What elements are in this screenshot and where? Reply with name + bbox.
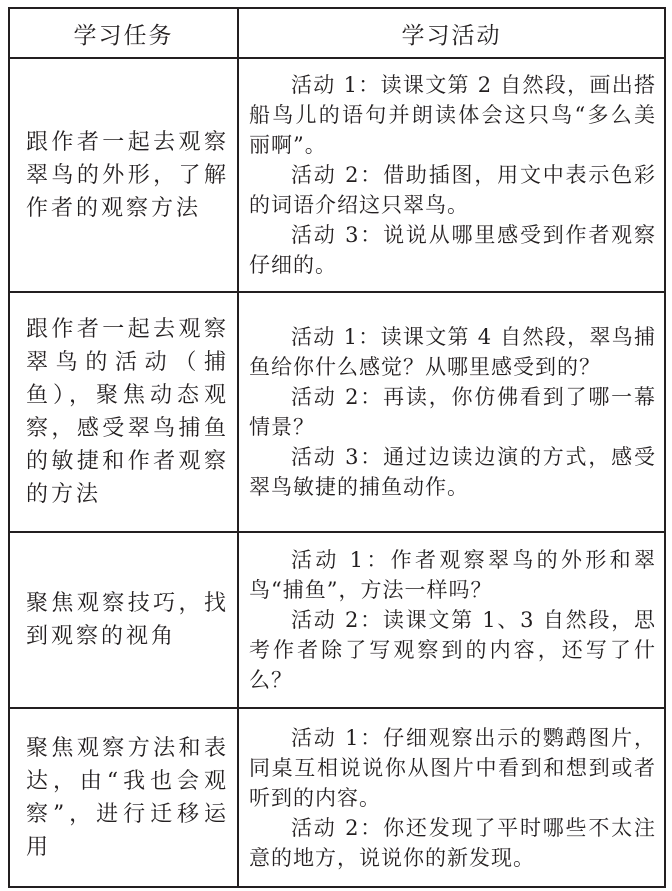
learning-plan-table-wrapper [8,7,664,884]
activity-item: 活动 2：读课文第 1、3 自然段，思考作者除了写观察到的内容，还写了什么？ [249,608,656,692]
activity-item: 活动 1：读课文第 2 自然段，画出搭船鸟儿的语句并朗读体会这只鸟“多么美丽啊”。 [249,73,656,157]
learning-plan-table [8,7,666,888]
activity-item: 活动 3：说说从哪里感受到作者观察仔细的。 [249,223,656,277]
header-learning-task: 学习任务 [9,8,238,58]
activity-item: 活动 2：你还发现了平时哪些不太注意的地方，说说你的新发现。 [249,815,656,870]
table-row [9,292,665,532]
table-row [9,708,665,887]
activity-item: 活动 2：借助插图，用文中表示色彩的词语介绍这只翠鸟。 [249,163,656,217]
activities-cell [238,292,665,532]
task-cell: 聚焦观察技巧，找到观察的视角 [9,532,238,708]
task-cell: 跟作者一起去观察翠鸟的活动（捕鱼），聚焦动态观察，感受翠鸟捕鱼的敏捷和作者观察的方法 [9,292,238,532]
task-cell: 跟作者一起去观察翠鸟的外形，了解作者的观察方法 [9,58,238,292]
activities-cell [238,58,665,292]
table-header-row [9,8,665,58]
header-learning-activity: 学习活动 [238,8,665,58]
activity-item: 活动 1：读课文第 4 自然段，翠鸟捕鱼给你什么感觉？从哪里感受到的？ [249,325,656,379]
activity-item: 活动 3：通过边读边演的方式，感受翠鸟敏捷的捕鱼动作。 [249,445,656,499]
table-row [9,532,665,708]
activities-cell [238,708,665,887]
activity-item: 活动 1：仔细观察出示的鹦鹉图片，同桌互相说说你从图片中看到和想到或者听到的内容。 [249,725,656,810]
activity-item: 活动 1：作者观察翠鸟的外形和翠鸟“捕鱼”，方法一样吗？ [249,548,656,602]
table-row [9,58,665,292]
activity-item: 活动 2：再读，你仿佛看到了哪一幕情景？ [249,385,656,439]
task-cell: 聚焦观察方法和表达，由“我也会观察”，进行迁移运用 [9,708,238,887]
activities-cell [238,532,665,708]
